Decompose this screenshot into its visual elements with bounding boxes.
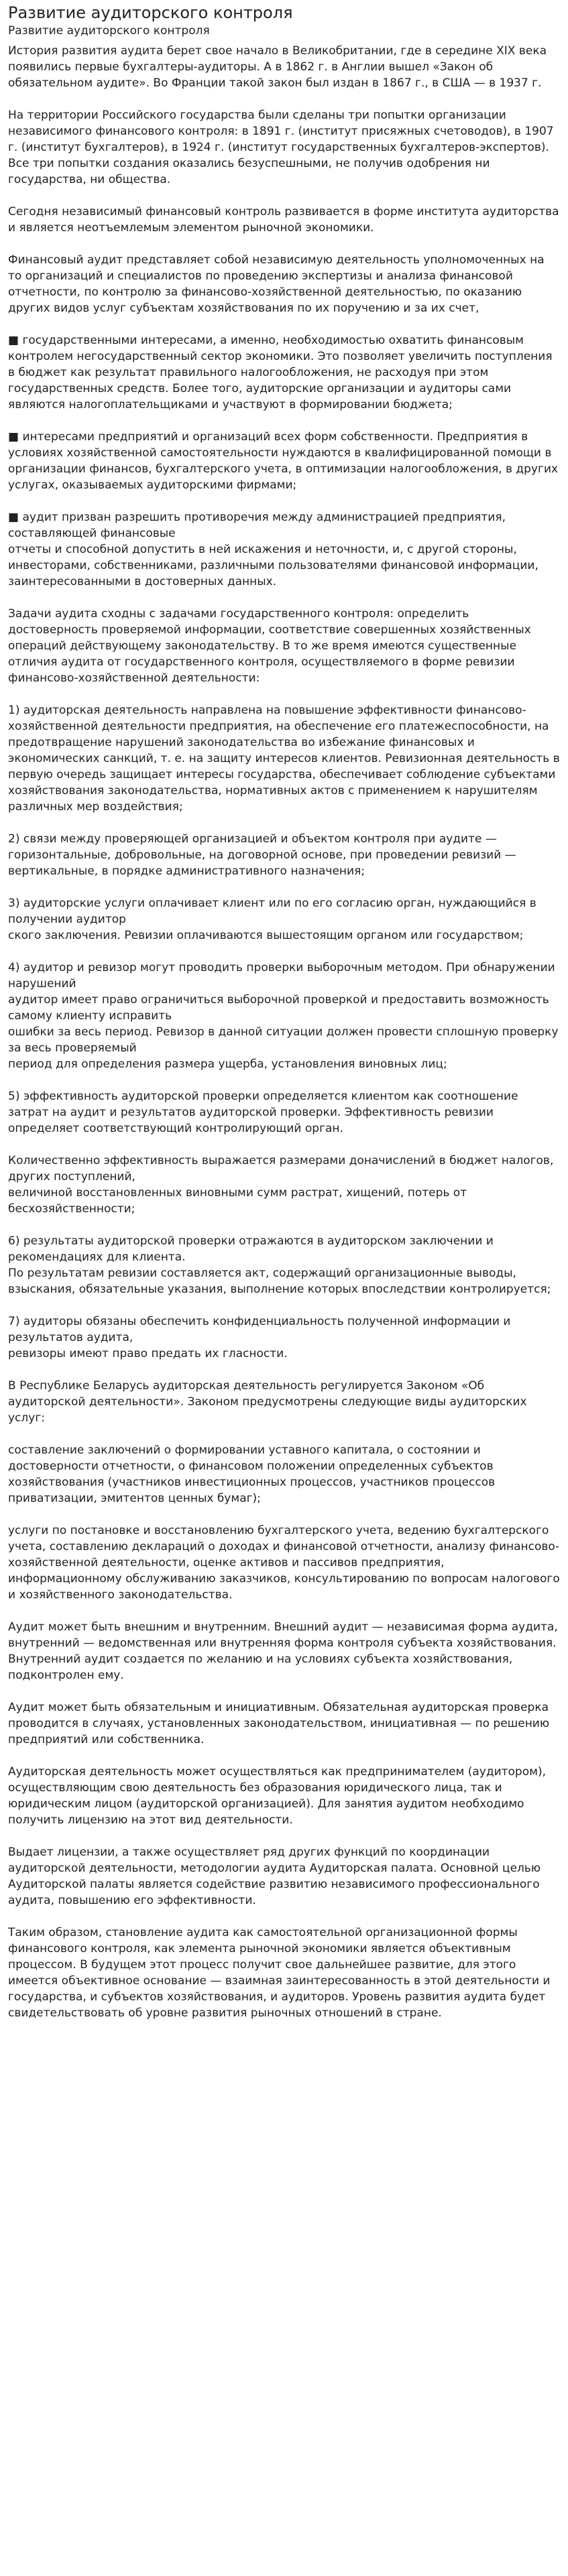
article-body xyxy=(8,43,560,2021)
paragraph-efficiency: Количественно эффективность выражается размерами доначислений в бюджет налогов, других поступлений, величиной восстановленных виновными сумм растрат, хищений, потерь от бесхозяйственности; xyxy=(8,1154,554,1216)
paragraph-history: История развития аудита берет свое начало в Великобритании, где в середине XIX века появились первые бухгалтеры-аудиторы. А в 1862 г. в Англии вышел «Закон об обязательном аудите». Во Франции такой закон был издан в 1867 г., в США — в 1937 г. xyxy=(8,44,547,90)
article-subtitle: Развитие аудиторского контроля xyxy=(8,24,210,38)
paragraph-mandatory-initiative: Аудит может быть обязательным и инициативным. Обязательная аудиторская проверка проводится в случаях, установленных законодательством, инициативная — по решению предприятий или собственника. xyxy=(8,1701,550,1746)
paragraph-belarus-law: В Республике Беларусь аудиторская деятельность регулируется Законом «Об аудиторской деятельности». Законом предусмотрены следующие виды аудиторских услуг: xyxy=(8,1379,527,1425)
paragraph-difference-5: 5) эффективность аудиторской проверки определяется клиентом как соотношение затрат на аудит и результатов аудиторской проверки. Эффективность ревизии определяет соответствующий контролирующий орган. xyxy=(8,1090,518,1135)
paragraph-difference-4: 4) аудитор и ревизор могут проводить проверки выборочным методом. При обнаружении нарушений аудитор имеет право ограничиться выборочной проверкой и предоставить возможность самому клиенту исправить ошибки за весь период. Ревизор в данной ситуации должен провести сплошную проверку за весь проверяемый период для определения размера ущерба, установления виновных лиц; xyxy=(8,961,559,1071)
paragraph-license: Аудиторская деятельность может осуществляться как предпринимателем (аудитором), осуществляющим свою деятельность без образования юридического лица, так и юридическим лицом (аудиторской организацией). Для занятия аудитом необходимо получить лицензию на этот вид деятельности. xyxy=(8,1765,546,1827)
paragraph-services-conclusions: составление заключений о формировании уставного капитала, о состоянии и достоверности отчетности, о финансовом положении определенных субъектов хозяйствования (участников инвестиционных процессов, участников процессов приватизации, эмитентов ценных бумаг); xyxy=(8,1443,496,1505)
paragraph-difference-7: 7) аудиторы обязаны обеспечить конфиденциальность полученной информации и результатов аудита, ревизоры имеют право предать их гласности. xyxy=(8,1315,511,1360)
paragraph-russia-attempts: На территории Российского государства были сделаны три попытки организации независимого финансового контроля: в 1891 г. (институт присяжных счетоводов), в 1907 г. (институт бухгалтеров), в 1924 г. (институт государственных бухгалтеров-экспертов). Все три попытки создания оказались безуспешными, не получив одобрения ни государства, ни общества. xyxy=(8,109,554,186)
paragraph-chamber: Выдает лицензии, а также осуществляет ряд других функций по координации аудиторской деятельности, методологии аудита Аудиторская палата. Основной целью Аудиторской палаты является содействие развитию независимого профессионального аудита, повышению его эффективности. xyxy=(8,1846,541,1907)
paragraph-state-interests: ■ государственными интересами, а именно, необходимостью охватить финансовым контролем негосударственный сектор экономики. Это позволяет увеличить поступления в бюджет как результат правильного налогообложения, не расходуя при этом государственных средств. Более того, аудиторские организации и аудиторы сами являются налогоплательщиками и участвуют в формировании бюджета; xyxy=(8,334,553,411)
page-title: Развитие аудиторского контроля xyxy=(8,3,293,22)
paragraph-difference-6: 6) результаты аудиторской проверки отражаются в аудиторском заключении и рекомендациях для клиента. По результатам ревизии составляется акт, содержащий организационные выводы, взыскания, обязательные указания, выполнение которых впоследствии контролируется; xyxy=(8,1234,551,1296)
paragraph-tasks: Задачи аудита сходны с задачами государственного контроля: определить достоверность проверяемой информации, соответствие совершенных хозяйственных операций действующему законодательству. В то же время имеются существенные отличия аудита от государственного контроля, осуществляемого в форме ревизии финансово-хозяйственной деятельности: xyxy=(8,607,531,685)
paragraph-definition: Финансовый аудит представляет собой независимую деятельность уполномоченных на то организаций и специалистов по проведению экспертизы и анализа финансовой отчетности, по контролю за финансово-хозяйственной деятельностью, по оказанию других видов услуг субъектам хозяйствования по их поручению и за их счет, xyxy=(8,253,545,315)
paragraph-enterprise-interests: ■ интересами предприятий и организаций всех форм собственности. Предприятия в условиях хозяйственной самостоятельности нуждаются в квалифицированной помощи в организации финансов, бухгалтерского учета, в оптимизации налогообложения, в других услугах, оказываемых аудиторскими фирмами; xyxy=(8,430,559,492)
paragraph-contradictions: ■ аудит призван разрешить противоречия между администрацией предприятия, составляющей финансовые отчеты и способной допустить в ней искажения и неточности, и, с другой стороны, инвесторами, собственниками, различными пользователями финансовой информации, заинтересованными в достоверных данных. xyxy=(8,511,538,588)
paragraph-difference-3: 3) аудиторские услуги оплачивает клиент или по его согласию орган, нуждающийся в получении аудитор ского заключения. Ревизии оплачиваются вышестоящим органом или государством; xyxy=(8,897,536,942)
paragraph-external-internal: Аудит может быть внешним и внутренним. Внешний аудит — независимая форма аудита, внутренний — ведомственная или внутренняя форма контроля субъекта хозяйствования. Внутренний аудит создается по желанию и на условиях субъекта хозяйствования, подконтролен ему. xyxy=(8,1620,558,1682)
paragraph-difference-2: 2) связи между проверяющей организацией и объектом контроля при аудите — горизонтальные, добровольные, на договорной основе, при проведении ревизий — вертикальные, в порядке административного назначения; xyxy=(8,832,516,878)
paragraph-today: Сегодня независимый финансовый контроль развивается в форме института аудиторства и является неотъемлемым элементом рыночной экономики. xyxy=(8,205,559,235)
paragraph-services-accounting: услуги по постановке и восстановлению бухгалтерского учета, ведению бухгалтерского учета, составлению деклараций о доходах и финансовой отчетности, анализу финансово-хозяйственной деятельности, оценке активов и пассивов предприятия, информационному обслуживанию заказчиков, консультированию по вопросам налогового и хозяйственного законодательства. xyxy=(8,1524,560,1602)
paragraph-conclusion: Таким образом, становление аудита как самостоятельной организационной формы финансового контроля, как элемента рыночной экономики является объективным процессом. В будущем этот процесс получит свое дальнейшее развитие, для этого имеется объективное основание — взаимная заинтересованность в этой деятельности и государства, и субъектов хозяйствования, и аудиторов. Уровень развития аудита будет свидетельствовать об уровне развития рыночных отношений в стране. xyxy=(8,1926,551,2020)
paragraph-difference-1: 1) аудиторская деятельность направлена на повышение эффективности финансово-хозяйственной деятельности предприятия, на обеспечение его платежеспособности, на предотвращение нарушений законодательства во избежание финансовых и экономических санкций, т. е. на защиту интересов клиентов. Ревизионная деятельность в первую очередь защищает интересы государства, обеспечивает соблюдение субъектами хозяйствования законодательства, нормативных актов с применением к нарушителям различных мер воздействия; xyxy=(8,704,560,814)
